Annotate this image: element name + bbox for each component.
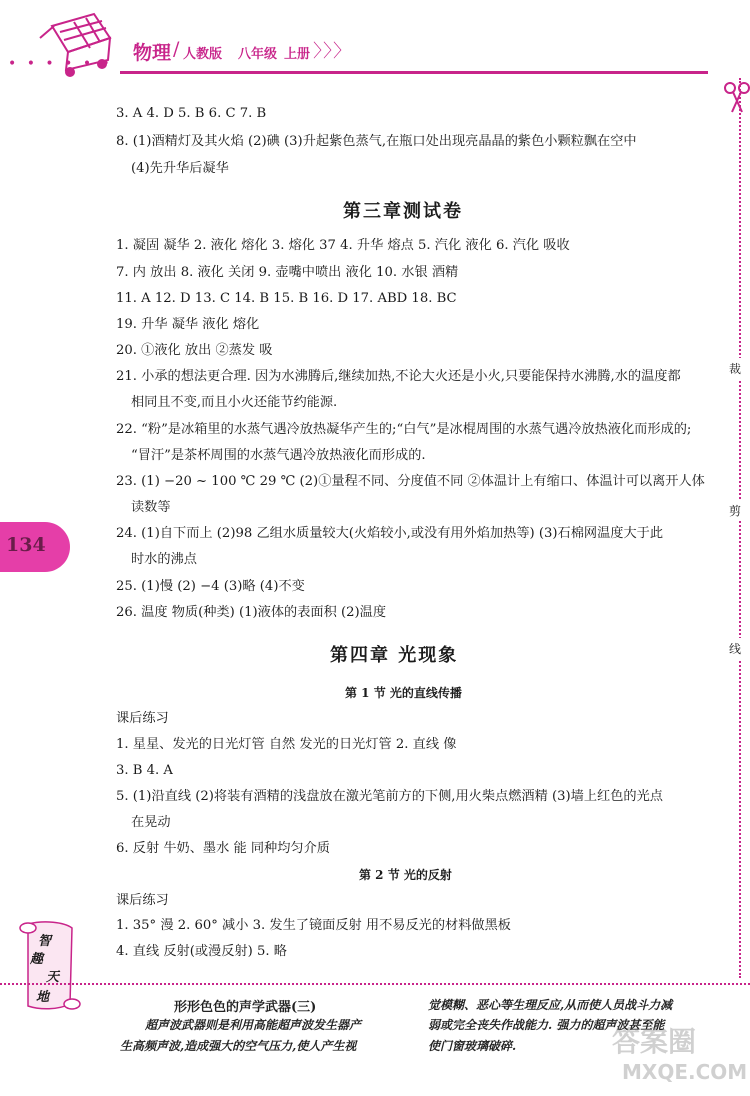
chevron-right-icon: 〉〉〉: [313, 41, 352, 62]
book-volume: 上册: [284, 47, 311, 62]
footer-text-line: 弱或完全丧失作战能力. 强力的超声波甚至能: [428, 1018, 665, 1032]
cut-label-jian: 剪: [729, 500, 741, 521]
footer-text-line: 觉模糊、恶心等生理反应,从而使人员战斗力减: [428, 998, 673, 1012]
answer-line: 1. 星星、发光的日光灯管 自然 发光的日光灯管 2. 直线 像: [116, 737, 457, 752]
answer-line: 20. ①液化 放出 ②蒸发 吸: [116, 343, 273, 358]
chapter3-title: 第三章测试卷: [343, 201, 463, 222]
answer-line: 5. (1)沿直线 (2)将装有酒精的浅盘放在激光笔前方的下侧,用火柴点燃酒精 (3)墙上红色的光点: [116, 789, 663, 804]
answer-line: 25. (1)慢 (2) −4 (3)略 (4)不变: [116, 579, 305, 594]
section1-title: 第 1 节 光的直线传播: [345, 686, 462, 700]
answer-line: 4. 直线 反射(或漫反射) 5. 略: [116, 944, 287, 959]
answer-line: 23. (1) −20 ~ 100 ℃ 29 ℃ (2)①量程不同、分度值不同 ②体温计上有缩口、体温计可以离开人体: [116, 474, 705, 489]
answer-line: 11. A 12. D 13. C 14. B 15. B 16. D 17. ABD 18. BC: [116, 291, 457, 306]
section-label: 课后练习: [116, 711, 169, 726]
header-divider: [120, 71, 708, 74]
cut-dotted-line: [739, 78, 741, 978]
watermark-url: MXQE.COM: [622, 1060, 748, 1084]
header-slash: /: [173, 38, 180, 60]
footer-title: 形形色色的声学武器(三): [174, 1000, 317, 1015]
footer-text-line: 生高频声波,造成强大的空气压力,使人产生视: [120, 1039, 357, 1053]
footer-text-line: 超声波武器则是利用高能超声波发生器产: [145, 1018, 362, 1032]
book-grade: 八年级: [238, 47, 278, 62]
header-dots: • • • • • •: [8, 56, 113, 72]
scroll-char: 趣: [30, 952, 44, 967]
cut-label-cai: 裁: [729, 358, 741, 379]
scroll-char: 天: [46, 970, 60, 985]
scissors-icon: [722, 80, 750, 116]
book-edition: 人教版: [183, 47, 223, 62]
answer-line: 读数等: [131, 500, 171, 515]
answer-line: 19. 升华 凝华 液化 熔化: [116, 317, 260, 332]
answer-line: 在晃动: [131, 815, 171, 830]
answer-line: 24. (1)自下而上 (2)98 乙组水质量较大(火焰较小,或没有用外焰加热等) (3)石棉网温度大于此: [116, 526, 664, 541]
answer-line: 1. 35° 漫 2. 60° 减小 3. 发生了镜面反射 用不易反光的材料做黑板: [116, 918, 511, 933]
answer-line: 3. B 4. A: [116, 763, 173, 778]
answer-line: 6. 反射 牛奶、墨水 能 同种均匀介质: [116, 841, 330, 856]
answer-line: 21. 小承的想法更合理. 因为水沸腾后,继续加热,不论大火还是小火,只要能保持水沸腾,水的温度都: [116, 369, 681, 384]
page-number: 134: [6, 534, 46, 556]
footer-dotted-rule: [0, 983, 750, 985]
answer-line: 3. A 4. D 5. B 6. C 7. B: [116, 106, 267, 121]
chapter4-title: 第四章 光现象: [330, 645, 459, 666]
section-label: 课后练习: [116, 893, 169, 908]
book-subject-title: 物理: [133, 42, 172, 64]
answer-line: 1. 凝固 凝华 2. 液化 熔化 3. 熔化 37 4. 升华 熔点 5. 汽化 液化 6. 汽化 吸收: [116, 238, 570, 253]
scroll-char: 智: [38, 934, 52, 949]
scroll-char: 地: [36, 990, 50, 1005]
answer-line: 22. “粉”是冰箱里的水蒸气遇冷放热凝华产生的;“白气”是冰棍周围的水蒸气遇冷放热液化而形成的;: [116, 422, 692, 437]
footer-text-line: 使门窗玻璃破碎.: [428, 1039, 517, 1053]
watermark-logo: 答案圈: [612, 1025, 697, 1058]
section2-title: 第 2 节 光的反射: [359, 868, 452, 882]
answer-line: 26. 温度 物质(种类) (1)液体的表面积 (2)温度: [116, 605, 387, 620]
cut-label-xian: 线: [729, 638, 741, 659]
answer-line: 8. (1)酒精灯及其火焰 (2)碘 (3)升起紫色蒸气,在瓶口处出现亮晶晶的紫色小颗粒飘在空中: [116, 134, 637, 149]
answer-line: 7. 内 放出 8. 液化 关闭 9. 壶嘴中喷出 液化 10. 水银 酒精: [116, 265, 459, 280]
answer-line: “冒汗”是茶杯周围的水蒸气遇冷放热液化而形成的.: [131, 448, 426, 463]
answer-line: 相同且不变,而且小火还能节约能源.: [131, 395, 338, 410]
answer-line: (4)先升华后凝华: [131, 161, 229, 176]
answer-line: 时水的沸点: [131, 552, 197, 567]
